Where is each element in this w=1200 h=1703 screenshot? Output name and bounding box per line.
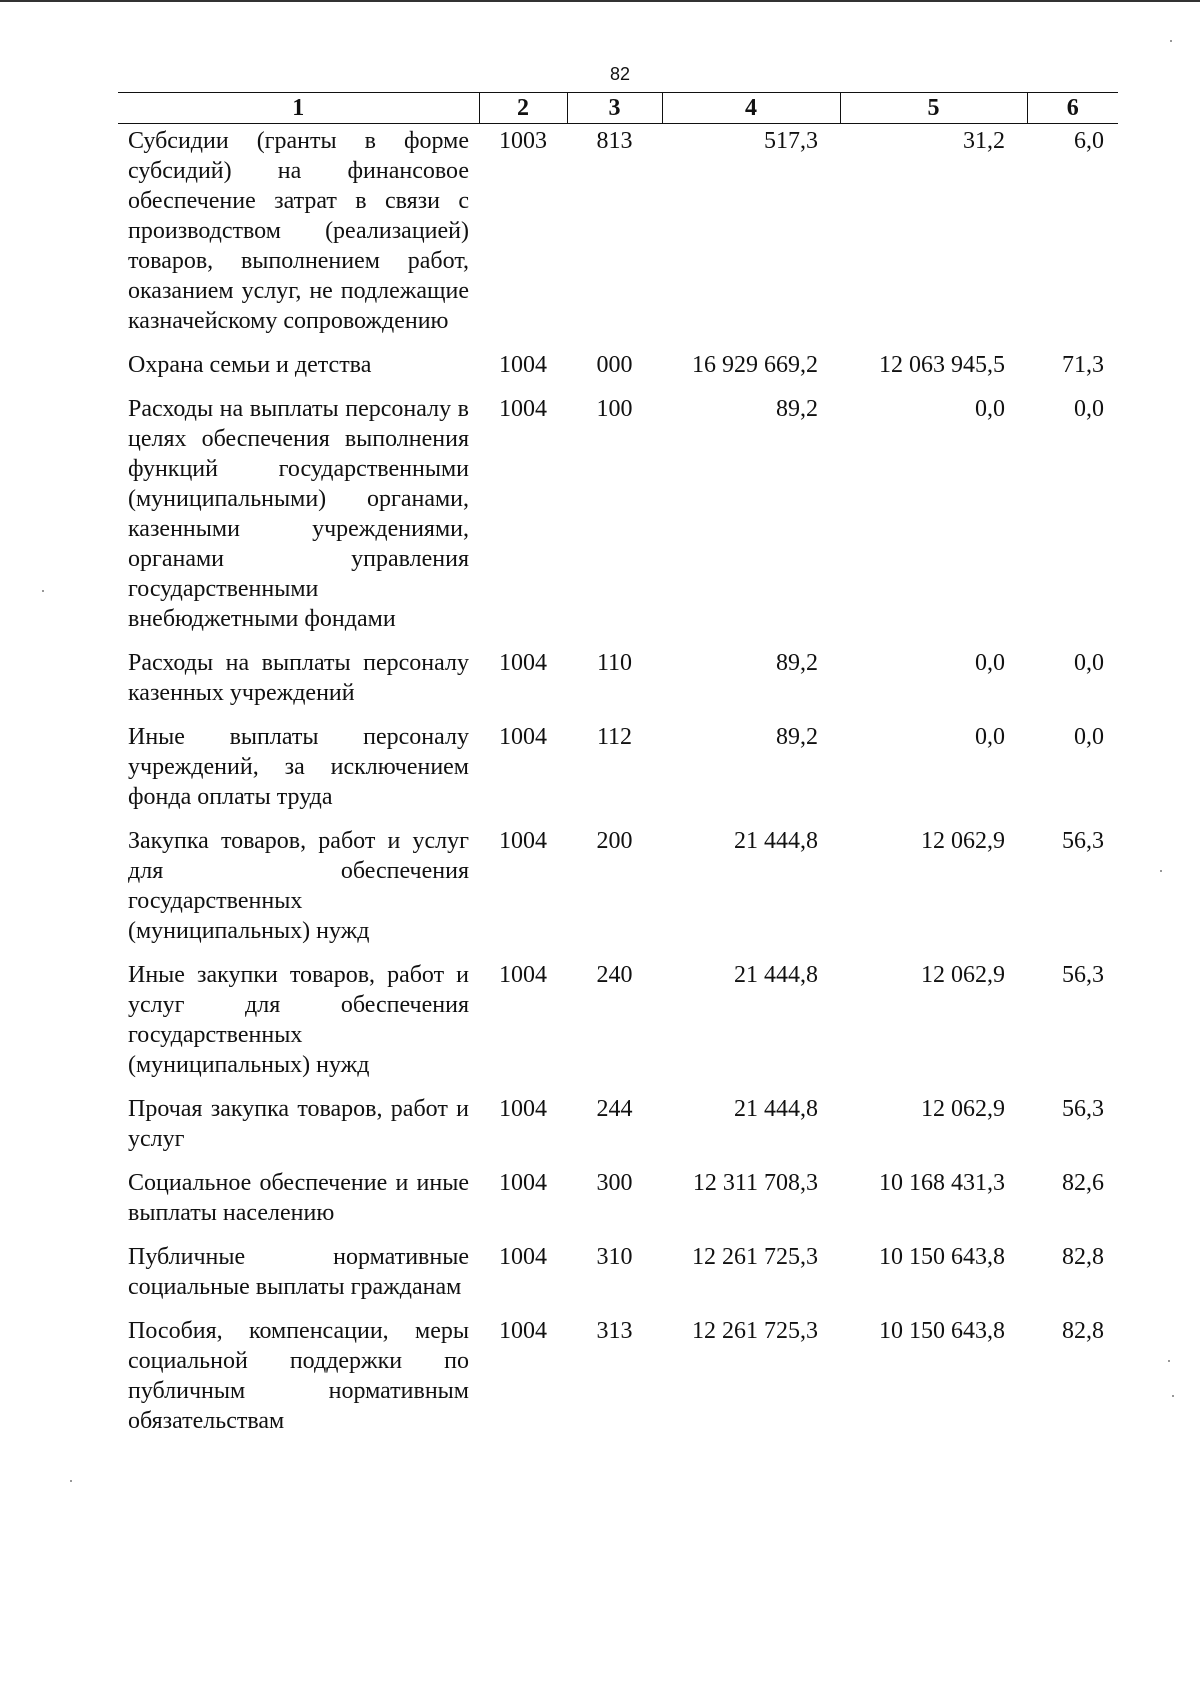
table-row bbox=[118, 722, 1118, 826]
row-percent: 0,0 bbox=[1074, 650, 1104, 676]
header-col-1: 1 bbox=[118, 93, 479, 124]
row-actual: 10 150 643,8 bbox=[879, 1244, 1005, 1270]
row-section: 1004 bbox=[499, 828, 547, 854]
scan-speck bbox=[1170, 40, 1172, 42]
row-section: 1004 bbox=[499, 650, 547, 676]
row-section: 1004 bbox=[499, 352, 547, 378]
row-actual: 12 062,9 bbox=[921, 962, 1005, 988]
row-actual: 0,0 bbox=[975, 650, 1005, 676]
row-type: 244 bbox=[596, 1096, 633, 1122]
row-actual: 0,0 bbox=[975, 396, 1005, 422]
row-plan: 21 444,8 bbox=[734, 1096, 818, 1122]
row-type: 100 bbox=[596, 396, 633, 422]
row-percent: 82,8 bbox=[1062, 1244, 1104, 1270]
table-row bbox=[118, 394, 1118, 648]
row-plan: 89,2 bbox=[776, 396, 818, 422]
header-col-5: 5 bbox=[840, 93, 1027, 124]
page-top-border bbox=[0, 0, 1200, 2]
row-name: Пособия, компенсации, меры социальной поддержки по публичным нормативным обязательствам bbox=[128, 1318, 469, 1434]
row-plan: 12 261 725,3 bbox=[692, 1244, 818, 1270]
row-plan: 21 444,8 bbox=[734, 828, 818, 854]
row-actual: 12 063 945,5 bbox=[879, 352, 1005, 378]
header-col-4: 4 bbox=[662, 93, 840, 124]
row-type: 112 bbox=[596, 724, 633, 750]
row-actual: 12 062,9 bbox=[921, 828, 1005, 854]
budget-table bbox=[118, 92, 1118, 1450]
row-name: Иные закупки товаров, работ и услуг для обеспечения государственных (муниципальных) нужд bbox=[128, 962, 469, 1078]
scan-speck bbox=[1168, 1360, 1170, 1362]
row-section: 1004 bbox=[499, 962, 547, 988]
header-col-3: 3 bbox=[567, 93, 662, 124]
row-percent: 56,3 bbox=[1062, 962, 1104, 988]
row-type: 813 bbox=[596, 128, 633, 154]
scan-speck bbox=[42, 590, 44, 592]
row-actual: 0,0 bbox=[975, 724, 1005, 750]
row-name: Охрана семьи и детства bbox=[128, 352, 372, 378]
row-section: 1004 bbox=[499, 1318, 547, 1344]
row-percent: 56,3 bbox=[1062, 1096, 1104, 1122]
row-name: Субсидии (гранты в форме субсидий) на финансовое обеспечение затрат в связи с производством (реализацией) товаров, выполнением работ, оказанием услуг, не подлежащие казначейскому сопровождению bbox=[128, 128, 469, 334]
header-col-2: 2 bbox=[479, 93, 567, 124]
header-col-6: 6 bbox=[1027, 93, 1118, 124]
row-section: 1004 bbox=[499, 396, 547, 422]
row-percent: 82,6 bbox=[1062, 1170, 1104, 1196]
row-plan: 12 261 725,3 bbox=[692, 1318, 818, 1344]
table-header bbox=[118, 93, 1118, 124]
row-section: 1004 bbox=[499, 1244, 547, 1270]
table-row bbox=[118, 960, 1118, 1094]
row-type: 110 bbox=[596, 650, 633, 676]
table-row bbox=[118, 1168, 1118, 1242]
row-actual: 12 062,9 bbox=[921, 1096, 1005, 1122]
row-name: Иные выплаты персоналу учреждений, за исключением фонда оплаты труда bbox=[128, 724, 469, 810]
table-row bbox=[118, 1242, 1118, 1316]
row-type: 000 bbox=[596, 352, 633, 378]
table-body bbox=[118, 124, 1118, 1451]
row-section: 1004 bbox=[499, 1096, 547, 1122]
row-percent: 6,0 bbox=[1074, 128, 1104, 154]
header-row bbox=[118, 93, 1118, 124]
row-plan: 12 311 708,3 bbox=[692, 1170, 818, 1196]
row-actual: 10 168 431,3 bbox=[879, 1170, 1005, 1196]
row-name: Расходы на выплаты персоналу в целях обеспечения выполнения функций государственными (муниципальными) органами, казенными учреждениями, органами управления государственными внебюджетными фондами bbox=[128, 396, 469, 632]
table-row bbox=[118, 1316, 1118, 1450]
page-number: 82 bbox=[609, 64, 631, 84]
row-type: 310 bbox=[596, 1244, 633, 1270]
row-percent: 71,3 bbox=[1062, 352, 1104, 378]
row-type: 240 bbox=[596, 962, 633, 988]
row-type: 200 bbox=[596, 828, 633, 854]
row-plan: 16 929 669,2 bbox=[692, 352, 818, 378]
scan-speck bbox=[1160, 870, 1162, 872]
table-row bbox=[118, 1094, 1118, 1168]
row-type: 313 bbox=[596, 1318, 633, 1344]
table-row bbox=[118, 648, 1118, 722]
row-type: 300 bbox=[596, 1170, 633, 1196]
row-section: 1004 bbox=[499, 1170, 547, 1196]
row-plan: 89,2 bbox=[776, 650, 818, 676]
row-percent: 56,3 bbox=[1062, 828, 1104, 854]
row-name: Социальное обеспечение и иные выплаты населению bbox=[128, 1170, 469, 1226]
row-section: 1004 bbox=[499, 724, 547, 750]
scan-speck bbox=[70, 1480, 72, 1482]
row-name: Закупка товаров, работ и услуг для обеспечения государственных (муниципальных) нужд bbox=[128, 828, 469, 944]
row-name: Прочая закупка товаров, работ и услуг bbox=[128, 1096, 469, 1152]
row-plan: 89,2 bbox=[776, 724, 818, 750]
table-row bbox=[118, 124, 1118, 351]
scan-speck bbox=[1172, 1395, 1174, 1397]
row-name: Публичные нормативные социальные выплаты гражданам bbox=[128, 1244, 469, 1300]
table-row bbox=[118, 826, 1118, 960]
row-section: 1003 bbox=[499, 128, 547, 154]
row-actual: 31,2 bbox=[963, 128, 1005, 154]
row-actual: 10 150 643,8 bbox=[879, 1318, 1005, 1344]
table-row bbox=[118, 350, 1118, 394]
row-percent: 82,8 bbox=[1062, 1318, 1104, 1344]
row-plan: 21 444,8 bbox=[734, 962, 818, 988]
row-name: Расходы на выплаты персоналу казенных учреждений bbox=[128, 650, 469, 706]
row-percent: 0,0 bbox=[1074, 724, 1104, 750]
row-plan: 517,3 bbox=[764, 128, 818, 154]
row-percent: 0,0 bbox=[1074, 396, 1104, 422]
